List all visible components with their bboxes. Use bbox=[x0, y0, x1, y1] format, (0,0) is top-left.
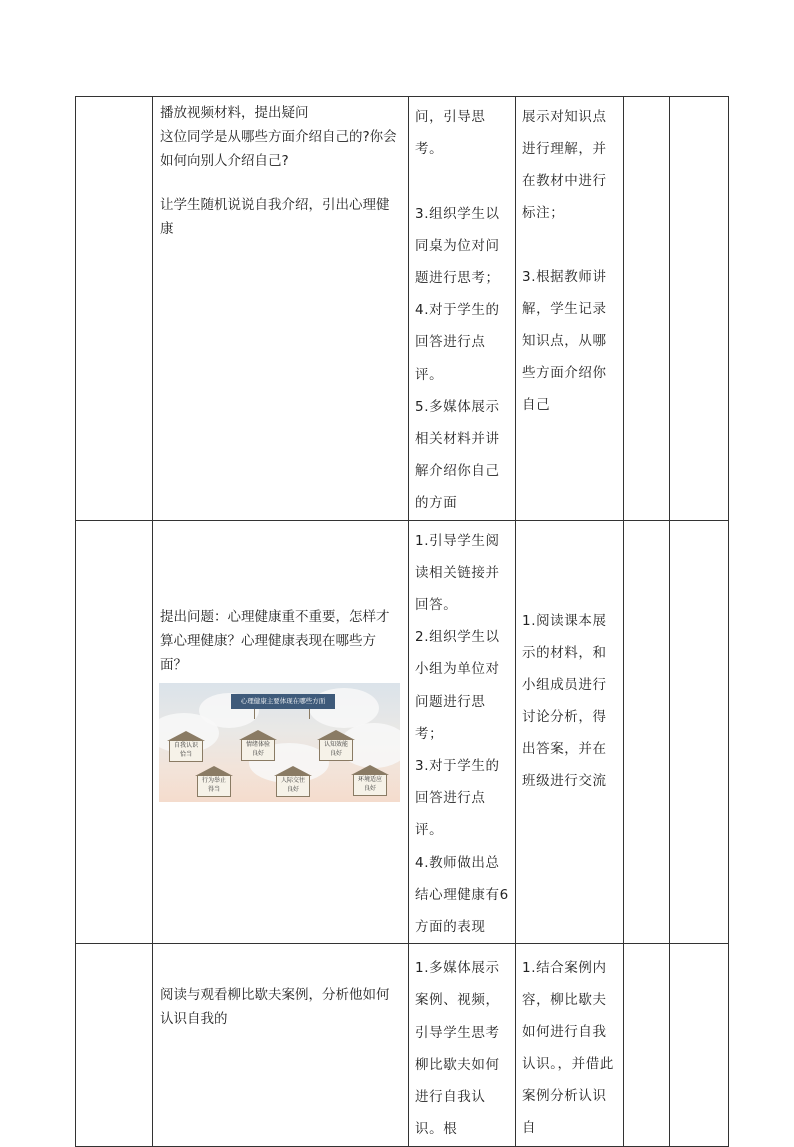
diagram-item-label: 人际交往 良好 bbox=[276, 775, 310, 797]
student-activity-cell bbox=[516, 97, 624, 521]
activity-text: 提出问题：心理健康重不重要，怎样才算心理健康？心理健康表现在哪些方面？ bbox=[160, 608, 390, 673]
diagram-item-label: 情绪体验 良好 bbox=[241, 739, 275, 761]
teacher-activity-cell bbox=[409, 520, 516, 944]
table-row bbox=[76, 944, 729, 1146]
empty-cell bbox=[624, 97, 670, 521]
activity-cell bbox=[153, 520, 409, 944]
stage-cell bbox=[76, 520, 153, 944]
activity-text: 阅读与观看柳比歇夫案例，分析他如何认识自我的 bbox=[160, 987, 390, 1028]
empty-cell bbox=[670, 944, 729, 1146]
diagram-house bbox=[167, 731, 205, 761]
diagram-item-label: 行为举止 得当 bbox=[197, 775, 231, 797]
diagram-house bbox=[317, 730, 355, 760]
table-row bbox=[76, 520, 729, 944]
diagram-house bbox=[351, 765, 389, 795]
mental-health-diagram bbox=[159, 683, 400, 802]
diagram-item-label: 认知效能 良好 bbox=[319, 739, 353, 761]
lesson-plan-table bbox=[75, 96, 729, 1147]
table-row bbox=[76, 97, 729, 521]
stage-cell bbox=[76, 97, 153, 521]
student-activity-text: 展示对知识点进行理解，并在教材中进行标注； 3.根据教师讲解，学生记录知识点，从哪些方面介绍你自己 bbox=[522, 109, 607, 413]
diagram-house bbox=[239, 730, 277, 760]
diagram-item-label: 环境适应 良好 bbox=[353, 774, 387, 796]
empty-cell bbox=[670, 97, 729, 521]
teacher-activity-cell bbox=[409, 944, 516, 1146]
student-activity-cell bbox=[516, 520, 624, 944]
teacher-activity-text: 1.多媒体展示案例、视频，引导学生思考柳比歇夫如何进行自我认识。根 bbox=[415, 960, 500, 1138]
teacher-activity-text: 1.引导学生阅读相关链接并回答。 2.组织学生以小组为单位对问题进行思考； 3.对于学生的回答进行点评。 4.教师做出总结心理健康有6方面的表现 bbox=[415, 532, 509, 936]
stage-cell bbox=[76, 944, 153, 1146]
student-activity-cell bbox=[516, 944, 624, 1146]
teacher-activity-text: 问，引导思考。 3.组织学生以同桌为位对问题进行思考； 4.对于学生的回答进行点评。 5.多媒体展示相关材料并讲解介绍你自己的方面 bbox=[415, 109, 500, 512]
activity-text: 播放视频材料，提出疑问 这位同学是从哪些方面介绍自己的?你会如何向别人介绍自己? bbox=[160, 105, 397, 169]
diagram-house bbox=[274, 766, 312, 796]
diagram-house bbox=[195, 766, 233, 796]
diagram-item-label: 自我认识 恰当 bbox=[169, 740, 203, 762]
empty-cell bbox=[670, 520, 729, 944]
student-activity-text: 1.阅读课本展示的材料，和小组成员进行讨论分析，得出答案，并在班级进行交流 bbox=[522, 612, 607, 789]
diagram-title: 心理健康主要体现在哪些方面 bbox=[231, 694, 335, 709]
student-activity-text: 1.结合案例内容，柳比歇夫如何进行自我认识。，并借此案例分析认识自 bbox=[522, 960, 614, 1137]
activity-cell bbox=[153, 944, 409, 1146]
empty-cell bbox=[624, 944, 670, 1146]
activity-cell bbox=[153, 97, 409, 521]
empty-cell bbox=[624, 520, 670, 944]
activity-text-extra: 让学生随机说说自我介绍，引出心理健康 bbox=[160, 197, 390, 237]
teacher-activity-cell bbox=[409, 97, 516, 521]
